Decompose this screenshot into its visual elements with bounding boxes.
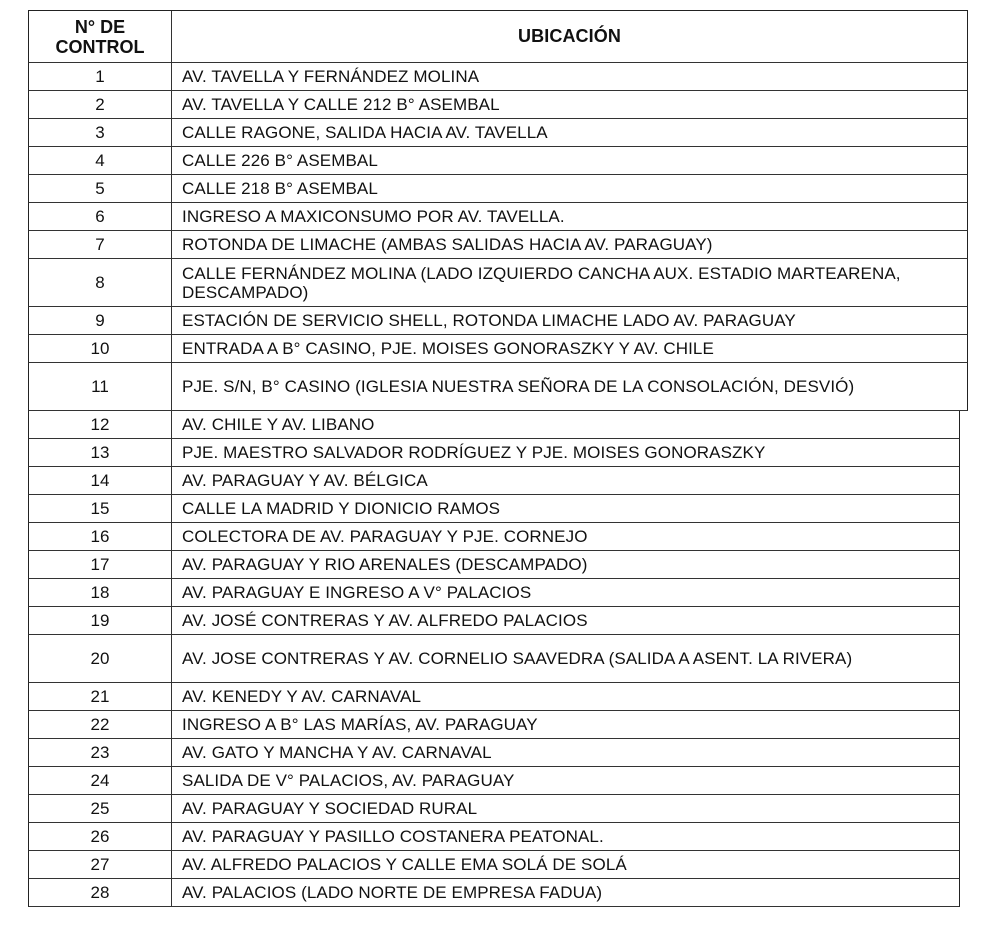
control-location: AV. PALACIOS (LADO NORTE DE EMPRESA FADUA) (182, 883, 603, 902)
table-row (28, 851, 960, 879)
control-location: AV. GATO Y MANCHA Y AV. CARNAVAL (182, 743, 492, 762)
table-row (28, 607, 960, 635)
control-location: PJE. S/N, B° CASINO (IGLESIA NUESTRA SEÑORA DE LA CONSOLACIÓN, DESVIÓ) (182, 377, 855, 396)
table-row (28, 551, 960, 579)
header-location: UBICACIÓN (518, 26, 621, 46)
control-number: 26 (29, 823, 172, 850)
control-number: 14 (29, 467, 172, 494)
control-location: AV. TAVELLA Y FERNÁNDEZ MOLINA (182, 67, 480, 86)
control-number: 11 (29, 363, 172, 410)
header-control-number-line1: N° DE (74, 16, 126, 37)
control-location: INGRESO A B° LAS MARÍAS, AV. PARAGUAY (182, 715, 538, 734)
control-number: 13 (29, 439, 172, 466)
table-row (28, 579, 960, 607)
control-number: 22 (29, 711, 172, 738)
control-number: 21 (29, 683, 172, 710)
table-row (28, 711, 960, 739)
control-number: 6 (29, 203, 172, 230)
table-row (28, 683, 960, 711)
header-control-number (29, 11, 172, 62)
table-row (28, 823, 960, 851)
control-location: AV. PARAGUAY Y PASILLO COSTANERA PEATONAL. (182, 827, 604, 846)
table-row (28, 203, 968, 231)
control-number: 27 (29, 851, 172, 878)
table-body (28, 63, 968, 907)
control-number: 25 (29, 795, 172, 822)
control-location: AV. PARAGUAY E INGRESO A V° PALACIOS (182, 583, 532, 602)
control-number: 18 (29, 579, 172, 606)
control-number: 23 (29, 739, 172, 766)
control-location: CALLE FERNÁNDEZ MOLINA (LADO IZQUIERDO CANCHA AUX. ESTADIO MARTEARENA, DESCAMPADO) (182, 263, 901, 302)
control-location: CALLE RAGONE, SALIDA HACIA AV. TAVELLA (182, 123, 548, 142)
control-location: SALIDA DE V° PALACIOS, AV. PARAGUAY (182, 771, 515, 790)
control-locations-table (28, 10, 968, 907)
control-location: AV. KENEDY Y AV. CARNAVAL (182, 687, 422, 706)
control-number: 9 (29, 307, 172, 334)
control-location: PJE. MAESTRO SALVADOR RODRÍGUEZ Y PJE. MOISES GONORASZKY (182, 443, 766, 462)
control-number: 4 (29, 147, 172, 174)
control-number: 19 (29, 607, 172, 634)
control-location: AV. PARAGUAY Y SOCIEDAD RURAL (182, 799, 478, 818)
control-location: AV. PARAGUAY Y AV. BÉLGICA (182, 471, 428, 490)
control-location: ROTONDA DE LIMACHE (AMBAS SALIDAS HACIA AV. PARAGUAY) (182, 235, 713, 254)
control-location: AV. TAVELLA Y CALLE 212 B° ASEMBAL (182, 95, 500, 114)
table-row (28, 523, 960, 551)
control-location: CALLE 226 B° ASEMBAL (182, 151, 378, 170)
control-number: 24 (29, 767, 172, 794)
table-row (28, 259, 968, 307)
table-row (28, 231, 968, 259)
control-location: AV. PARAGUAY Y RIO ARENALES (DESCAMPADO) (182, 555, 588, 574)
control-number: 16 (29, 523, 172, 550)
table-header-row (28, 10, 968, 63)
control-location: AV. JOSÉ CONTRERAS Y AV. ALFREDO PALACIOS (182, 611, 588, 630)
control-number: 12 (29, 411, 172, 438)
table-row (28, 439, 960, 467)
table-row (28, 363, 968, 411)
control-location: AV. CHILE Y AV. LIBANO (182, 415, 375, 434)
control-location: INGRESO A MAXICONSUMO POR AV. TAVELLA. (182, 207, 565, 226)
control-number: 28 (29, 879, 172, 906)
table-row (28, 175, 968, 203)
control-number: 2 (29, 91, 172, 118)
table-row (28, 307, 968, 335)
table-row (28, 467, 960, 495)
control-number: 1 (29, 63, 172, 90)
table-row (28, 879, 960, 907)
control-location: AV. ALFREDO PALACIOS Y CALLE EMA SOLÁ DE SOLÁ (182, 855, 627, 874)
control-number: 3 (29, 119, 172, 146)
table-row (28, 119, 968, 147)
control-location: COLECTORA DE AV. PARAGUAY Y PJE. CORNEJO (182, 527, 588, 546)
control-number: 15 (29, 495, 172, 522)
table-row (28, 411, 960, 439)
table-row (28, 335, 968, 363)
header-control-number-line2: CONTROL (55, 36, 145, 57)
control-number: 8 (29, 259, 172, 306)
control-location: CALLE LA MADRID Y DIONICIO RAMOS (182, 499, 501, 518)
control-location: CALLE 218 B° ASEMBAL (182, 179, 378, 198)
table-row (28, 91, 968, 119)
table-row (28, 635, 960, 683)
table-row (28, 767, 960, 795)
table-row (28, 147, 968, 175)
control-location: ESTACIÓN DE SERVICIO SHELL, ROTONDA LIMACHE LADO AV. PARAGUAY (182, 311, 796, 330)
control-number: 17 (29, 551, 172, 578)
table-row (28, 495, 960, 523)
table-row (28, 739, 960, 767)
control-number: 20 (29, 635, 172, 682)
control-number: 10 (29, 335, 172, 362)
control-number: 7 (29, 231, 172, 258)
table-row (28, 795, 960, 823)
table-row (28, 63, 968, 91)
control-location: ENTRADA A B° CASINO, PJE. MOISES GONORASZKY Y AV. CHILE (182, 339, 714, 358)
control-location: AV. JOSE CONTRERAS Y AV. CORNELIO SAAVEDRA (SALIDA A ASENT. LA RIVERA) (182, 649, 853, 668)
control-number: 5 (29, 175, 172, 202)
